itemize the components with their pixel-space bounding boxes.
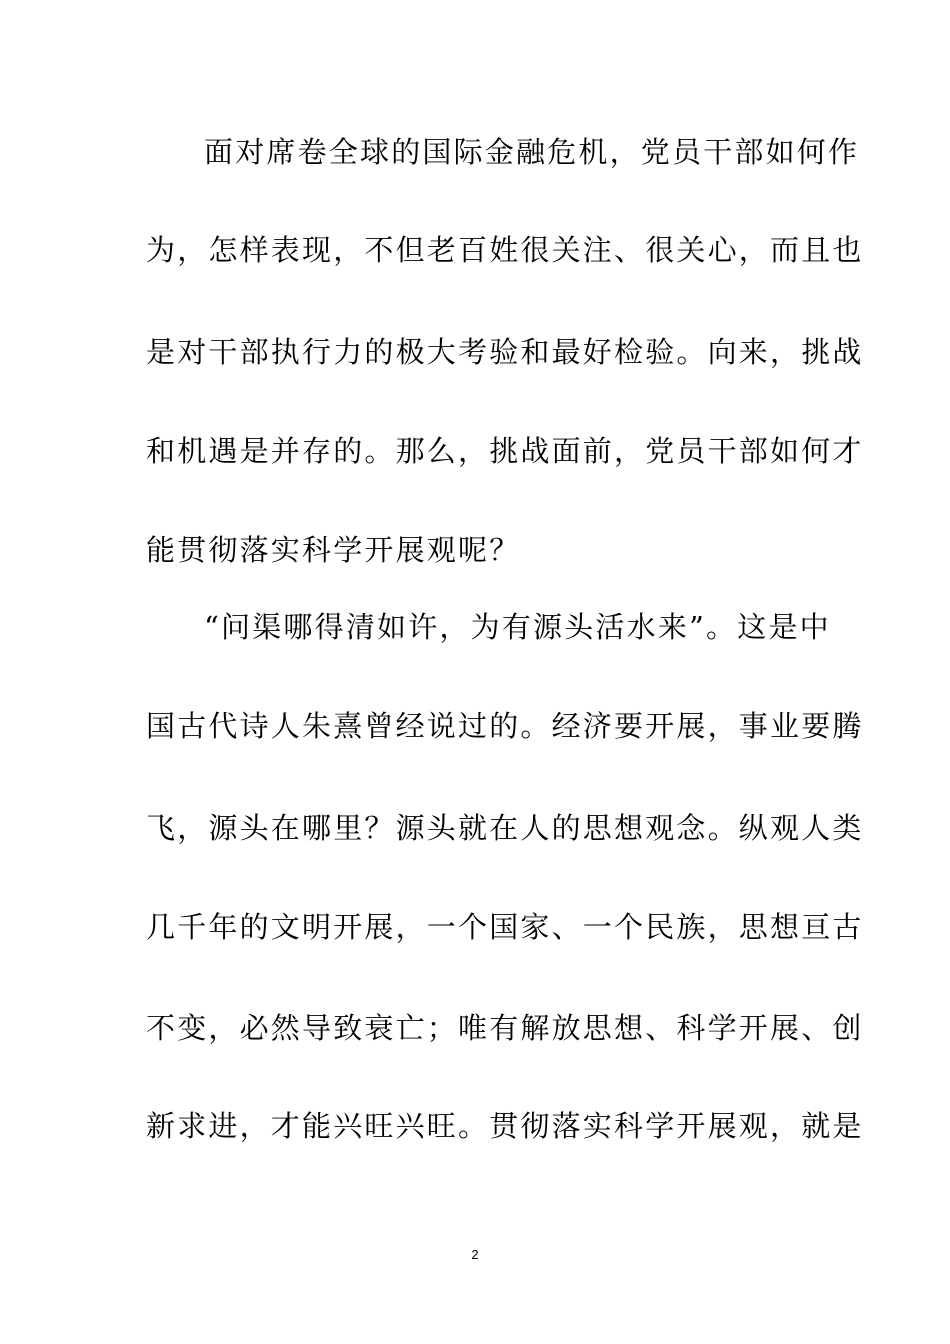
paragraph-2-line-6: 新求进，才能兴旺兴旺。贯彻落实科学开展观，就是 [146,1109,864,1143]
paragraph-2-line-1: “问渠哪得清如许，为有源头活水来”。这是中 [204,610,831,644]
paragraph-2-line-5: 不变，必然导致衰亡；唯有解放思想、科学开展、创 [146,1011,864,1045]
paragraph-2-line-4: 几千年的文明开展，一个国家、一个民族，思想亘古 [146,910,864,944]
paragraph-1-line-1: 面对席卷全球的国际金融危机，党员干部如何作 [204,135,860,169]
paragraph-1-line-2: 为，怎样表现，不但老百姓很关注、很关心，而且也 [146,233,864,267]
paragraph-1-line-3: 是对干部执行力的极大考验和最好检验。向来，挑战 [146,335,864,369]
paragraph-1-line-4: 和机遇是并存的。那么，挑战面前，党员干部如何才 [146,434,864,468]
paragraph-2-line-3: 飞，源头在哪里？源头就在人的思想观念。纵观人类 [146,811,864,845]
paragraph-1-line-5: 能贯彻落实科学开展观呢？ [146,533,521,567]
paragraph-2-line-2: 国古代诗人朱熹曾经说过的。经济要开展，事业要腾 [146,709,864,743]
page-number: 2 [471,1247,479,1262]
